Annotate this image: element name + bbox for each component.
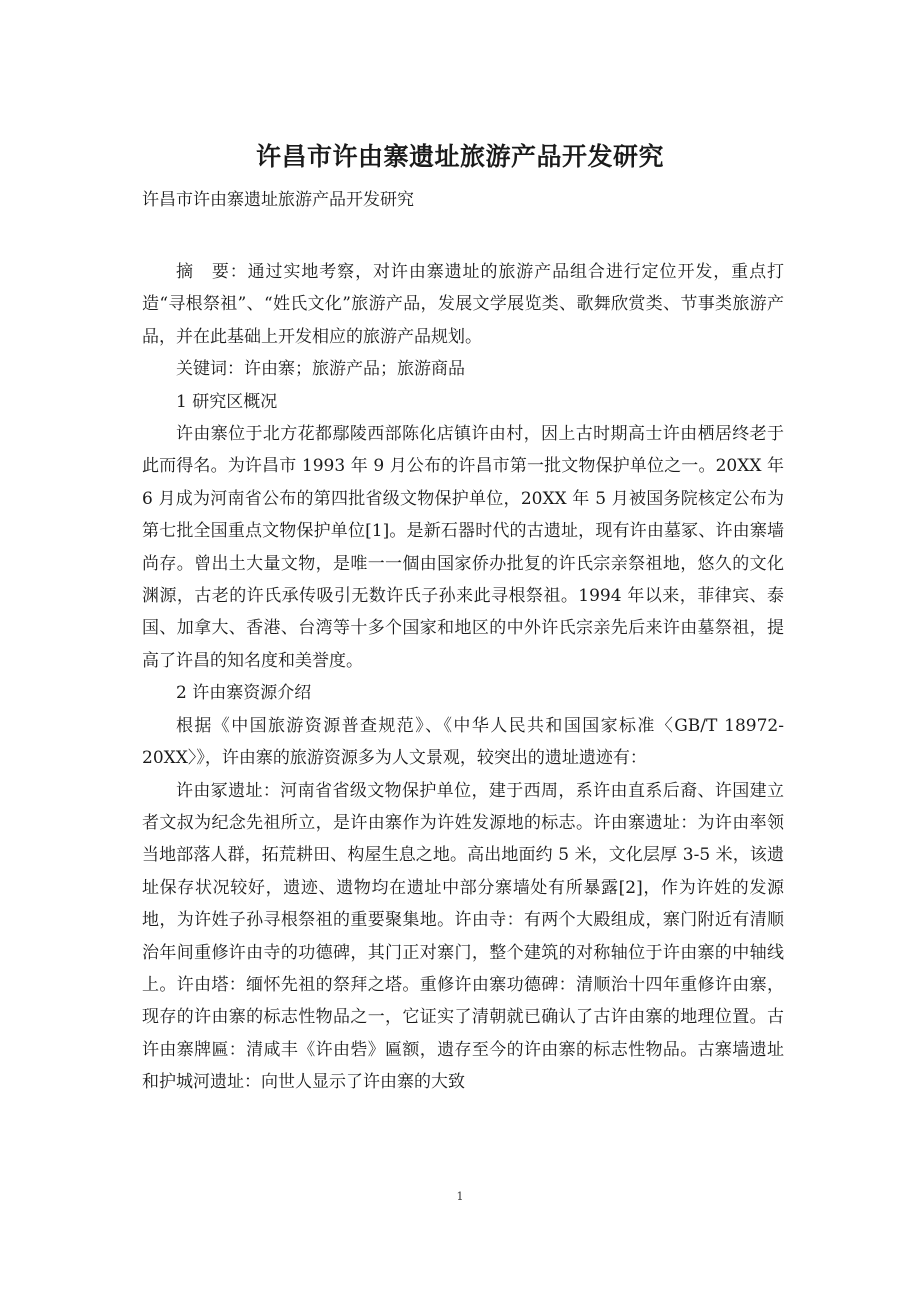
document-body xyxy=(142,256,784,1099)
section-2-intro-paragraph: 根据《中国旅游资源普查规范》、《中华人民共和国国家标准〈GB/T 18972-20XX〉》，许由寨的旅游资源多为人文景观，较突出的遗址遗迹有： xyxy=(142,715,784,769)
section-2-heading: 2 许由寨资源介绍 xyxy=(176,683,312,704)
keywords-line: 关键词：许由寨；旅游产品；旅游商品 xyxy=(176,359,465,380)
section-1-heading: 1 研究区概况 xyxy=(176,391,278,412)
document-subtitle: 许昌市许由寨遗址旅游产品开发研究 xyxy=(142,190,414,210)
section-2-detail-paragraph: 许由冢遗址：河南省省级文物保护单位，建于西周，系许由直系后裔、许国建立者文叔为纪念先祖所立，是许由寨作为许姓发源地的标志。许由寨遗址：为许由率领当地部落人群，拓荒耕田、构屋生息之地。高出地面约 5 米，文化层厚 3-5 米，该遗址保存状况较好，遗迹、遗物均在遗址中部分寨墙处有所暴露[2]，作为许姓的发源地，为许姓子孙寻根祭祖的重要聚集地。许由寺：有两个大殿组成，寨门附近有清顺治年间重修许由寺的功德碑，其门正对寨门，整个建筑的对称轴位于许由寨的中轴线上。许由塔：缅怀先祖的祭拜之塔。重修许由寨功德碑：清顺治十四年重修许由寨，现存的许由寨的标志性物品之一，它证实了清朝就已确认了古许由寨的地理位置。古许由寨牌匾：清咸丰《许由砦》匾额，遗存至今的许由寨的标志性物品。古寨墙遗址和护城河遗址：向世人显示了许由寨的大致 xyxy=(142,780,784,1093)
page-number: 1 xyxy=(456,1190,464,1203)
document-title: 许昌市许由寨遗址旅游产品开发研究 xyxy=(255,142,664,171)
abstract-paragraph: 摘 要：通过实地考察，对许由寨遗址的旅游产品组合进行定位开发，重点打造“寻根祭祖”、“姓氏文化”旅游产品，发展文学展览类、歌舞欣赏类、节事类旅游产品，并在此基础上开发相应的旅游产品规划。 xyxy=(142,262,784,347)
section-1-paragraph: 许由寨位于北方花都鄢陵西部陈化店镇许由村，因上古时期高士许由栖居终老于此而得名。为许昌市 1993 年 9 月公布的许昌市第一批文物保护单位之一。20XX 年 6 月成为河南省公布的第四批省级文物保护单位，20XX 年 5 月被国务院核定公布为第七批全国重点文物保护单位[1]。是新石器时代的古遗址，现有许由墓冢、许由寨墙尚存。曾出土大量文物，是唯一一個由国家侨办批复的许氏宗亲祭祖地，悠久的文化渊源，古老的许氏承传吸引无数许氏子孙来此寻根祭祖。1994 年以来，菲律宾、泰国、加拿大、香港、台湾等十多个国家和地区的中外许氏宗亲先后来许由墓祭祖，提高了许昌的知名度和美誉度。 xyxy=(142,424,784,671)
